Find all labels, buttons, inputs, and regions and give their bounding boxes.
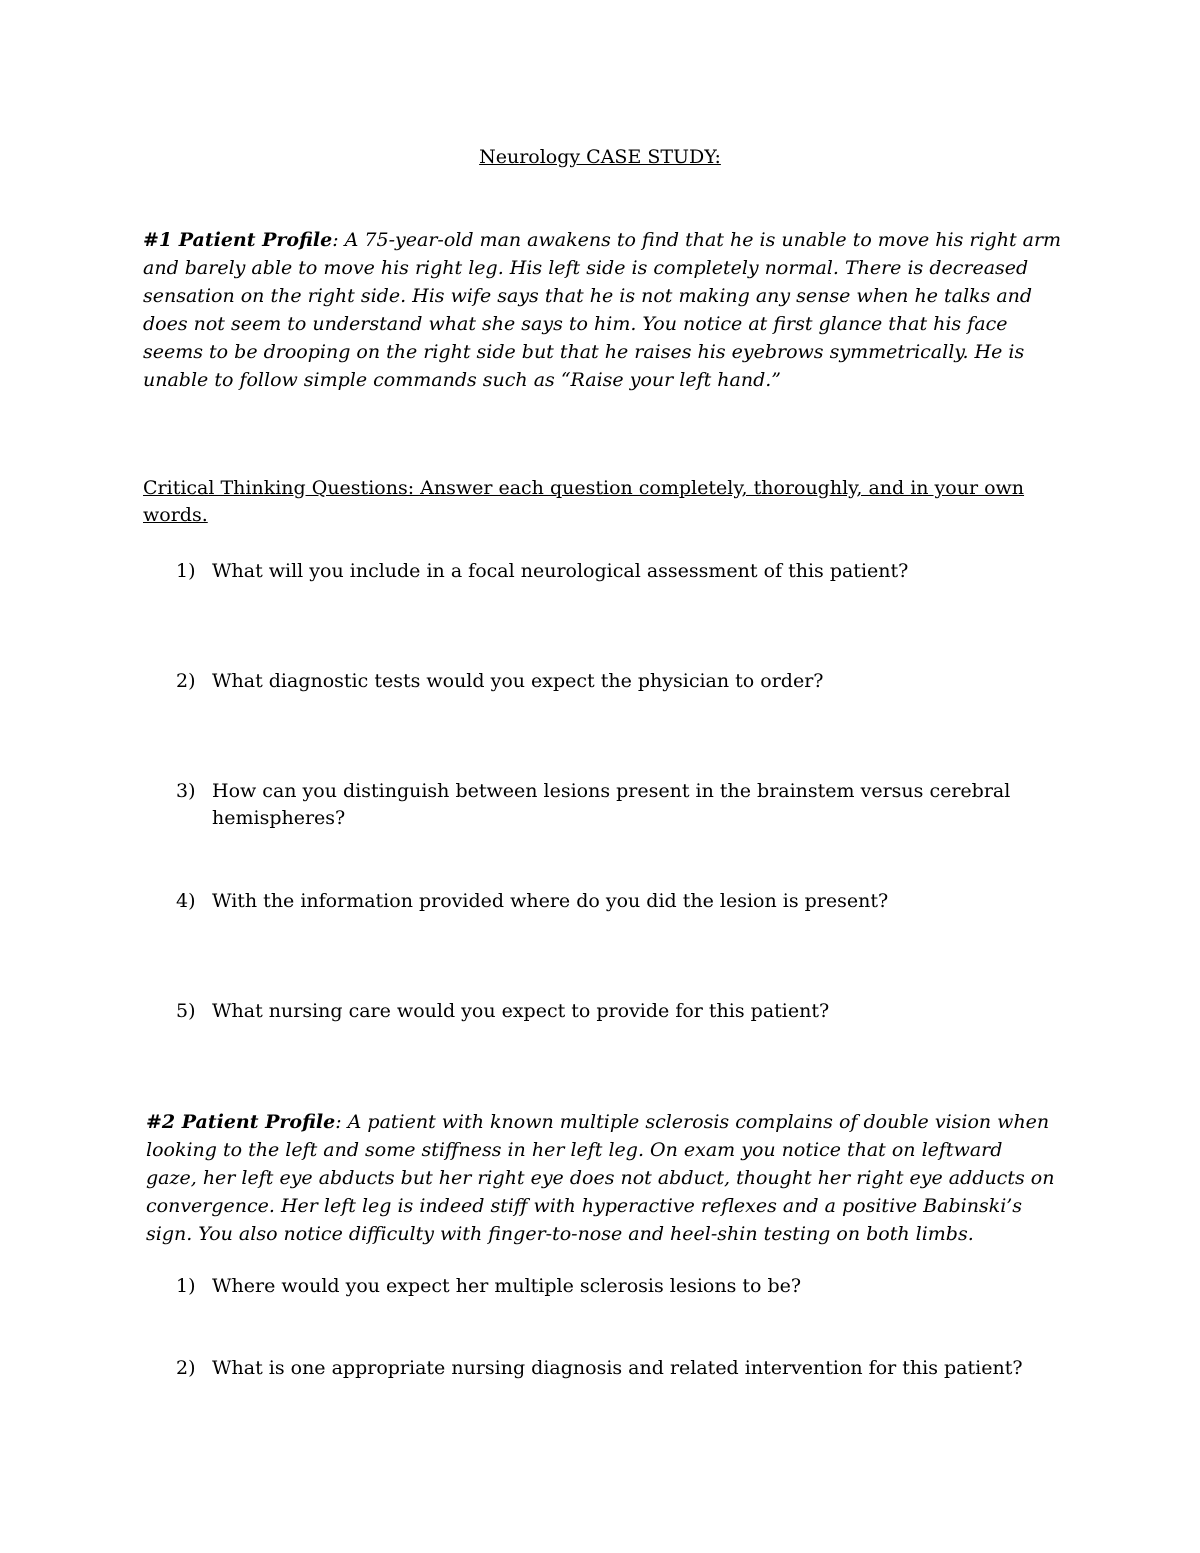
case1-question-5 <box>176 998 1076 1025</box>
case2-question-2 <box>176 1355 1076 1382</box>
question-number: 5) <box>176 1000 196 1022</box>
case1-text: : A 75-year-old man awakens to find that he is unable to move his right arm and barely able to move his right leg. His left side is completely normal. There is decreased sensation on the right side. His wife says that he is not making any sense when he talks and does not seem to understand what she says to him. You notice at first glance that his face seems to be drooping on the right side but that he raises his eyebrows symmetrically. He is unable to follow simple commands such as “Raise your left hand.” <box>143 229 1062 391</box>
case2-label: #2 Patient Profile <box>146 1111 336 1133</box>
question-number: 2) <box>176 1357 196 1379</box>
question-number: 3) <box>176 780 196 802</box>
case1-question-2 <box>176 668 1076 695</box>
case2-profile <box>146 1108 1058 1248</box>
case1-profile <box>143 226 1063 394</box>
question-number: 2) <box>176 670 196 692</box>
case1-question-3 <box>176 778 1076 832</box>
case2-question-1 <box>176 1273 1076 1300</box>
case1-label: #1 Patient Profile <box>143 229 333 251</box>
question-number: 4) <box>176 890 196 912</box>
page-title: Neurology CASE STUDY: <box>479 146 721 168</box>
question-text: What diagnostic tests would you expect the physician to order? <box>212 670 824 692</box>
question-number: 1) <box>176 1275 196 1297</box>
case2-text: : A patient with known multiple sclerosis complains of double vision when looking to the left and some stiffness in her left leg. On exam you notice that on leftward gaze, her left eye abducts but her right eye does not abduct, thought her right eye adducts on convergence. Her left leg is indeed stiff with hyperactive reflexes and a positive Babinski’s sign. You also notice difficulty with finger-to-nose and heel-shin testing on both limbs. <box>146 1111 1055 1245</box>
question-text: What nursing care would you expect to provide for this patient? <box>212 1000 830 1022</box>
critical-thinking-heading: Critical Thinking Questions: Answer each question completely, thoroughly, and in your own words. <box>143 477 1025 526</box>
question-text: What is one appropriate nursing diagnosis and related intervention for this patient? <box>212 1357 1023 1379</box>
question-text: With the information provided where do you did the lesion is present? <box>212 890 889 912</box>
case1-question-4 <box>176 888 1076 915</box>
question-text: Where would you expect her multiple sclerosis lesions to be? <box>212 1275 802 1297</box>
question-text: How can you distinguish between lesions present in the brainstem versus cerebral hemispheres? <box>212 780 1011 829</box>
question-number: 1) <box>176 560 196 582</box>
case1-question-1 <box>176 558 1076 585</box>
question-text: What will you include in a focal neurological assessment of this patient? <box>212 560 909 582</box>
